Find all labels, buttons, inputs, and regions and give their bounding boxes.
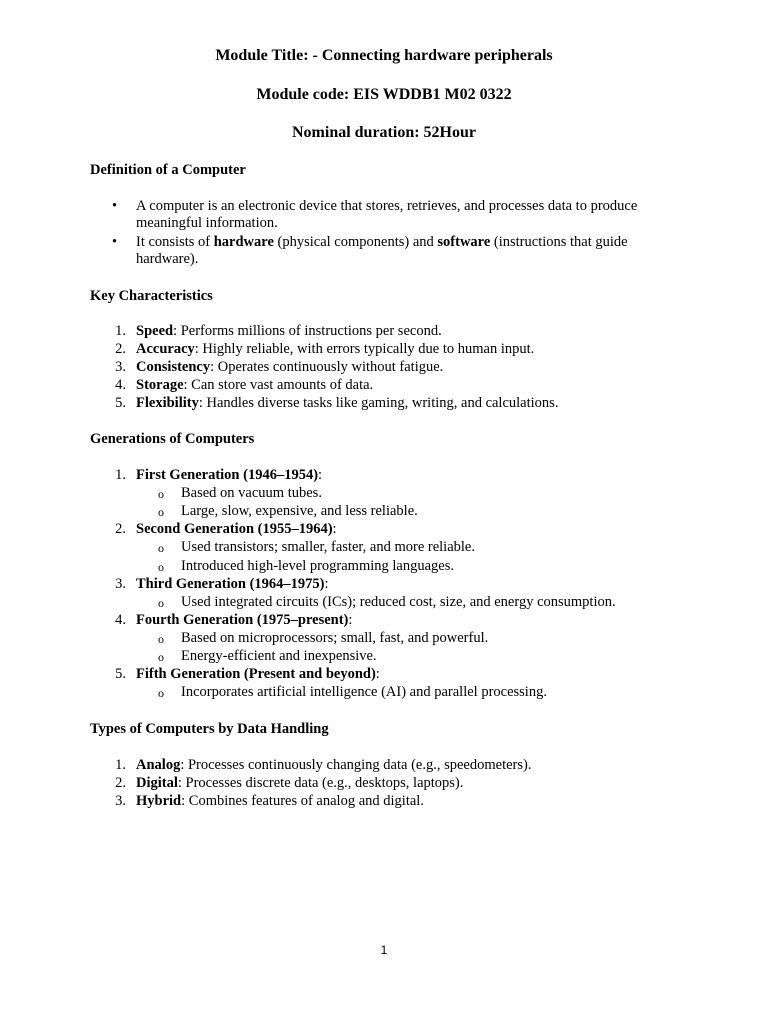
characteristic-item <box>136 358 443 376</box>
characteristic-item <box>136 322 442 340</box>
bullet-icon: • <box>112 198 118 214</box>
generation-number: 1. <box>115 467 126 483</box>
type-term: Analog <box>136 757 181 773</box>
generation-colon: : <box>375 666 380 683</box>
characteristic-number: 4. <box>115 377 126 393</box>
generation-number: 3. <box>115 575 126 592</box>
characteristic-description: : Highly reliable, with errors typically due to human input. <box>194 341 535 357</box>
bullet-icon: • <box>112 234 118 250</box>
generations-heading: Generations of Computers <box>90 431 255 447</box>
characteristic-item <box>136 340 534 358</box>
type-description: : Processes continuously changing data (e.g., speedometers). <box>180 757 532 773</box>
generation-term: Fifth Generation (Present and beyond) <box>136 666 376 683</box>
generation-detail: Based on microprocessors; small, fast, and powerful. <box>181 629 489 646</box>
sub-bullet-icon: o <box>158 650 164 664</box>
characteristic-number: 2. <box>115 341 126 357</box>
characteristic-term: Flexibility <box>136 395 199 411</box>
generation-item <box>136 466 322 484</box>
characteristic-term: Speed <box>136 323 174 339</box>
generation-item <box>136 665 380 683</box>
characteristic-term: Consistency <box>136 359 211 375</box>
sub-bullet-icon: o <box>158 487 164 502</box>
module-title: Module Title: - Connecting hardware peripherals <box>215 47 553 64</box>
characteristics-heading: Key Characteristics <box>90 288 213 304</box>
generation-detail: Based on vacuum tubes. <box>181 485 322 502</box>
sub-bullet-icon: o <box>158 505 164 520</box>
generation-term: Third Generation (1964–1975) <box>136 575 325 592</box>
type-item <box>136 774 463 792</box>
sub-bullet-icon: o <box>158 631 164 646</box>
generation-number: 2. <box>115 521 126 538</box>
generation-detail: Energy-efficient and inexpensive. <box>181 648 377 664</box>
module-code: Module code: EIS WDDB1 M02 0322 <box>256 86 512 103</box>
characteristic-description: : Handles diverse tasks like gaming, writing, and calculations. <box>198 395 559 411</box>
characteristic-number: 3. <box>115 359 126 375</box>
generation-term: Second Generation (1955–1964) <box>136 521 333 538</box>
definition-heading: Definition of a Computer <box>90 162 246 178</box>
generation-detail: Used integrated circuits (ICs); reduced cost, size, and energy consumption. <box>181 593 616 610</box>
generation-colon: : <box>318 467 323 483</box>
type-item <box>136 756 531 774</box>
page-number: 1 <box>380 943 388 957</box>
nominal-duration: Nominal duration: 52Hour <box>291 124 476 141</box>
type-term: Digital <box>136 775 178 791</box>
generation-detail: Large, slow, expensive, and less reliable. <box>181 503 418 520</box>
generation-item <box>136 611 352 629</box>
generation-number: 5. <box>115 666 126 683</box>
type-number: 1. <box>115 757 126 773</box>
sub-bullet-icon: o <box>158 686 164 701</box>
generation-detail: Used transistors; smaller, faster, and more reliable. <box>181 539 475 556</box>
type-description: : Combines features of analog and digital. <box>181 793 424 809</box>
generation-term: First Generation (1946–1954) <box>136 467 319 483</box>
definition-bullet-2-line-1 <box>136 233 628 251</box>
text: (physical components) and <box>273 234 438 250</box>
type-description: : Processes discrete data (e.g., desktops, laptops). <box>177 775 464 791</box>
type-term: Hybrid <box>136 793 182 809</box>
text: It consists of <box>136 234 214 250</box>
characteristic-item <box>136 376 373 394</box>
sub-bullet-icon: o <box>158 595 164 610</box>
characteristic-number: 5. <box>115 395 126 411</box>
characteristic-term: Accuracy <box>136 341 195 357</box>
characteristic-description: : Operates continuously without fatigue. <box>210 359 444 375</box>
generation-term: Fourth Generation (1975–present) <box>136 611 349 628</box>
generation-item <box>136 520 337 538</box>
generation-detail: Introduced high-level programming languages. <box>181 557 455 574</box>
sub-bullet-icon: o <box>158 559 164 574</box>
text: (instructions that guide <box>490 234 628 250</box>
definition-bullet-1-line-1: A computer is an electronic device that stores, retrieves, and processes data to produce <box>136 198 638 214</box>
characteristic-number: 1. <box>115 323 126 339</box>
type-number: 2. <box>115 775 126 791</box>
characteristic-item <box>136 394 558 412</box>
generation-colon: : <box>324 575 329 592</box>
sub-bullet-icon: o <box>158 541 164 556</box>
characteristic-description: : Performs millions of instructions per second. <box>173 323 442 339</box>
type-number: 3. <box>115 793 126 809</box>
definition-bullet-1-line-2: meaningful information. <box>136 215 278 231</box>
generation-item <box>136 575 329 593</box>
characteristic-description: : Can store vast amounts of data. <box>183 377 374 393</box>
term-hardware: hardware <box>213 234 274 250</box>
generation-colon: : <box>332 521 337 538</box>
generation-detail: Incorporates artificial intelligence (AI) and parallel processing. <box>181 684 547 701</box>
generation-number: 4. <box>115 611 126 628</box>
definition-bullet-2-line-2: hardware). <box>136 251 199 267</box>
type-item <box>136 792 424 810</box>
generation-colon: : <box>348 611 353 628</box>
types-heading: Types of Computers by Data Handling <box>90 721 329 737</box>
characteristic-term: Storage <box>136 377 184 393</box>
term-software: software <box>437 234 491 250</box>
